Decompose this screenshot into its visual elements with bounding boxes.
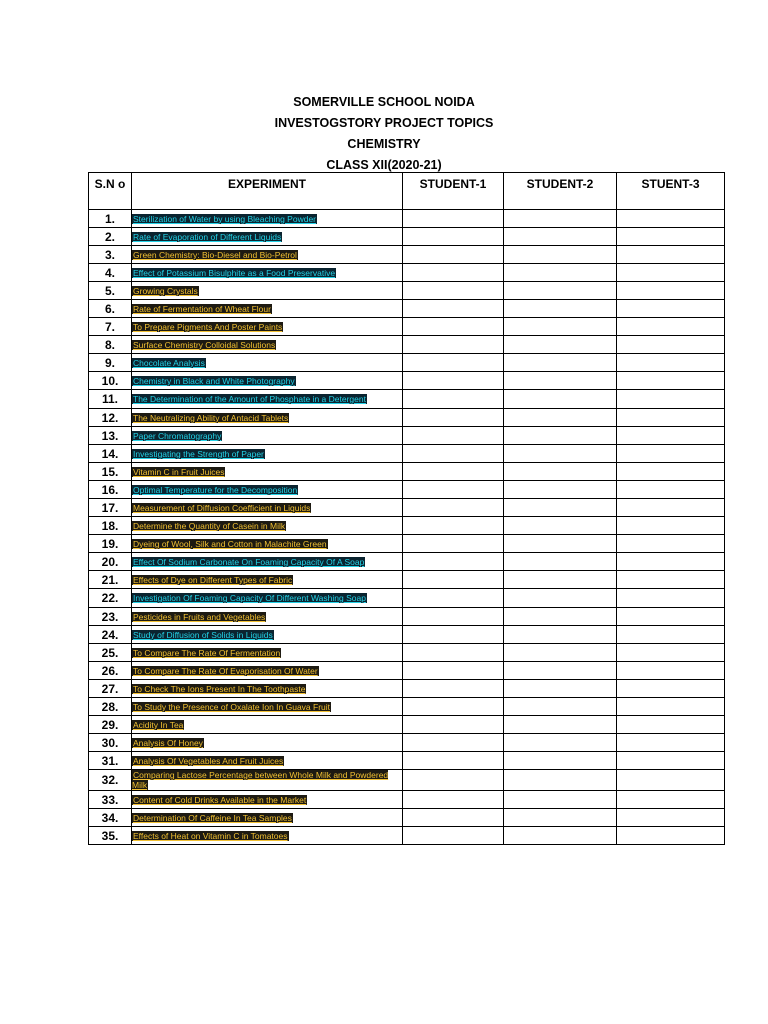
table-row	[89, 734, 725, 752]
experiment-title: Determine the Quantity of Casein in Milk	[133, 520, 286, 531]
row-number: 6.	[89, 300, 132, 318]
table-body	[89, 210, 725, 845]
student-2-cell[interactable]	[504, 228, 617, 246]
experiment-title: Sterilization of Water by using Bleaching Powder	[133, 213, 316, 224]
student-1-cell[interactable]	[403, 445, 504, 463]
school-name: SOMERVILLE SCHOOL NOIDA	[293, 95, 475, 109]
table-row	[89, 752, 725, 770]
title-block	[0, 92, 768, 176]
student-1-cell[interactable]	[403, 463, 504, 481]
table-row	[89, 716, 725, 734]
row-number: 33.	[89, 791, 132, 809]
row-number: 2.	[89, 228, 132, 246]
experiment-cell	[132, 517, 403, 535]
table-row	[89, 390, 725, 409]
row-number: 5.	[89, 282, 132, 300]
experiment-title: Effect of Potassium Bisulphite as a Food Preservative	[133, 267, 336, 278]
col-header-sno: S.N o	[89, 173, 132, 210]
student-1-cell[interactable]	[403, 246, 504, 264]
student-2-cell[interactable]	[504, 354, 617, 372]
experiment-cell	[132, 246, 403, 264]
student-1-cell[interactable]	[403, 626, 504, 644]
row-number: 9.	[89, 354, 132, 372]
experiment-cell	[132, 463, 403, 481]
student-3-cell[interactable]	[617, 734, 725, 752]
student-3-cell[interactable]	[617, 698, 725, 716]
experiment-cell	[132, 553, 403, 571]
student-3-cell[interactable]	[617, 827, 725, 845]
student-3-cell[interactable]	[617, 354, 725, 372]
table-row	[89, 210, 725, 228]
class-title: CLASS XII(2020-21)	[326, 158, 442, 172]
experiment-title: Content of Cold Drinks Available in the Market	[133, 794, 307, 805]
student-2-cell[interactable]	[504, 427, 617, 445]
row-number: 29.	[89, 716, 132, 734]
student-2-cell[interactable]	[504, 246, 617, 264]
experiment-cell	[132, 809, 403, 827]
student-1-cell[interactable]	[403, 791, 504, 809]
row-number: 17.	[89, 499, 132, 517]
experiment-title: Investigation Of Foaming Capacity Of Different Washing Soap	[133, 593, 366, 603]
row-number: 34.	[89, 809, 132, 827]
experiment-title: Rate of Fermentation of Wheat Flour	[133, 303, 271, 314]
student-3-cell[interactable]	[617, 517, 725, 535]
experiment-title: Paper Chromatography	[133, 430, 222, 441]
student-3-cell[interactable]	[617, 752, 725, 770]
student-2-cell[interactable]	[504, 336, 617, 354]
student-3-cell[interactable]	[617, 318, 725, 336]
student-1-cell[interactable]	[403, 662, 504, 680]
student-2-cell[interactable]	[504, 716, 617, 734]
student-1-cell[interactable]	[403, 535, 504, 553]
table-row	[89, 680, 725, 698]
student-3-cell[interactable]	[617, 300, 725, 318]
col-header-student-1: STUDENT-1	[403, 173, 504, 210]
experiment-cell	[132, 354, 403, 372]
experiment-cell	[132, 264, 403, 282]
table-row	[89, 463, 725, 481]
student-2-cell[interactable]	[504, 264, 617, 282]
student-2-cell[interactable]	[504, 827, 617, 845]
student-3-cell[interactable]	[617, 409, 725, 427]
table-row	[89, 589, 725, 608]
student-2-cell[interactable]	[504, 445, 617, 463]
student-1-cell[interactable]	[403, 354, 504, 372]
student-3-cell[interactable]	[617, 791, 725, 809]
student-2-cell[interactable]	[504, 535, 617, 553]
student-3-cell[interactable]	[617, 589, 725, 608]
table-row	[89, 535, 725, 553]
experiment-cell	[132, 282, 403, 300]
row-number: 26.	[89, 662, 132, 680]
student-3-cell[interactable]	[617, 372, 725, 390]
row-number: 20.	[89, 553, 132, 571]
experiment-title: Effect Of Sodium Carbonate On Foaming Capacity Of A Soap	[133, 556, 365, 567]
experiment-title: The Determination of the Amount of Phosphate in a Detergent	[133, 394, 366, 404]
experiment-cell	[132, 608, 403, 626]
student-3-cell[interactable]	[617, 336, 725, 354]
student-2-cell[interactable]	[504, 770, 617, 791]
student-2-cell[interactable]	[504, 571, 617, 589]
student-3-cell[interactable]	[617, 626, 725, 644]
row-number: 35.	[89, 827, 132, 845]
experiment-cell	[132, 589, 403, 608]
experiment-cell	[132, 752, 403, 770]
experiment-cell	[132, 409, 403, 427]
table-row	[89, 336, 725, 354]
experiment-title: Study of Diffusion of Solids in Liquids	[133, 629, 273, 640]
table-row	[89, 445, 725, 463]
student-2-cell[interactable]	[504, 210, 617, 228]
student-1-cell[interactable]	[403, 372, 504, 390]
experiment-cell	[132, 770, 403, 791]
table-row	[89, 409, 725, 427]
student-2-cell[interactable]	[504, 698, 617, 716]
student-2-cell[interactable]	[504, 499, 617, 517]
student-3-cell[interactable]	[617, 463, 725, 481]
student-1-cell[interactable]	[403, 553, 504, 571]
student-2-cell[interactable]	[504, 626, 617, 644]
table-row	[89, 644, 725, 662]
experiment-title: Effects of Heat on Vitamin C in Tomatoes	[133, 830, 288, 841]
student-2-cell[interactable]	[504, 608, 617, 626]
table-row	[89, 499, 725, 517]
experiment-cell	[132, 481, 403, 499]
student-3-cell[interactable]	[617, 282, 725, 300]
row-number: 4.	[89, 264, 132, 282]
student-1-cell[interactable]	[403, 608, 504, 626]
student-1-cell[interactable]	[403, 680, 504, 698]
student-2-cell[interactable]	[504, 282, 617, 300]
experiment-cell	[132, 228, 403, 246]
row-number: 15.	[89, 463, 132, 481]
experiment-title: To Check The Ions Present In The Toothpaste	[133, 683, 306, 694]
table-row	[89, 318, 725, 336]
student-3-cell[interactable]	[617, 809, 725, 827]
table-row	[89, 481, 725, 499]
student-1-cell[interactable]	[403, 734, 504, 752]
table-header-row	[89, 173, 725, 210]
row-number: 28.	[89, 698, 132, 716]
table-row	[89, 354, 725, 372]
experiment-cell	[132, 427, 403, 445]
student-2-cell[interactable]	[504, 734, 617, 752]
row-number: 8.	[89, 336, 132, 354]
table-row	[89, 300, 725, 318]
row-number: 27.	[89, 680, 132, 698]
table-row	[89, 427, 725, 445]
student-1-cell[interactable]	[403, 282, 504, 300]
experiment-cell	[132, 716, 403, 734]
student-3-cell[interactable]	[617, 680, 725, 698]
table-row	[89, 809, 725, 827]
experiment-cell	[132, 390, 403, 409]
student-1-cell[interactable]	[403, 300, 504, 318]
student-2-cell[interactable]	[504, 589, 617, 608]
experiment-title: Optimal Temperature for the Decomposition	[133, 484, 298, 495]
student-1-cell[interactable]	[403, 571, 504, 589]
table-row	[89, 626, 725, 644]
col-header-student-3: STUENT-3	[617, 173, 725, 210]
student-1-cell[interactable]	[403, 427, 504, 445]
experiment-title: Investigating the Strength of Paper	[133, 448, 264, 459]
student-1-cell[interactable]	[403, 589, 504, 608]
table-row	[89, 372, 725, 390]
experiment-title: Green Chemistry: Bio-Diesel and Bio-Petrol	[133, 249, 297, 260]
student-1-cell[interactable]	[403, 336, 504, 354]
student-2-cell[interactable]	[504, 662, 617, 680]
student-3-cell[interactable]	[617, 716, 725, 734]
student-2-cell[interactable]	[504, 752, 617, 770]
row-number: 21.	[89, 571, 132, 589]
student-2-cell[interactable]	[504, 517, 617, 535]
student-3-cell[interactable]	[617, 535, 725, 553]
experiment-cell	[132, 791, 403, 809]
col-header-student-2: STUDENT-2	[504, 173, 617, 210]
row-number: 23.	[89, 608, 132, 626]
experiment-title: Comparing Lactose Percentage between Whole Milk and Powdered Milk	[132, 770, 389, 790]
subject-title: CHEMISTRY	[347, 137, 421, 151]
student-3-cell[interactable]	[617, 608, 725, 626]
student-3-cell[interactable]	[617, 553, 725, 571]
row-number: 24.	[89, 626, 132, 644]
student-1-cell[interactable]	[403, 644, 504, 662]
student-3-cell[interactable]	[617, 246, 725, 264]
student-1-cell[interactable]	[403, 390, 504, 409]
student-1-cell[interactable]	[403, 770, 504, 791]
student-2-cell[interactable]	[504, 680, 617, 698]
experiment-cell	[132, 698, 403, 716]
student-1-cell[interactable]	[403, 716, 504, 734]
table-row	[89, 791, 725, 809]
experiment-cell	[132, 662, 403, 680]
experiment-cell	[132, 300, 403, 318]
student-3-cell[interactable]	[617, 499, 725, 517]
experiment-title: Determination Of Caffeine In Tea Samples	[133, 812, 292, 823]
row-number: 16.	[89, 481, 132, 499]
row-number: 13.	[89, 427, 132, 445]
document-subtitle: INVESTOGSTORY PROJECT TOPICS	[274, 116, 494, 130]
table-row	[89, 246, 725, 264]
experiment-cell	[132, 571, 403, 589]
experiment-title: To Study the Presence of Oxalate Ion In Guava Fruit	[133, 701, 331, 712]
student-3-cell[interactable]	[617, 390, 725, 409]
experiment-cell	[132, 318, 403, 336]
experiment-title: Chocolate Analysis	[133, 357, 205, 368]
table-row	[89, 517, 725, 535]
student-2-cell[interactable]	[504, 409, 617, 427]
experiment-title: Measurement of Diffusion Coefficient in Liquids	[133, 502, 311, 513]
row-number: 7.	[89, 318, 132, 336]
experiment-cell	[132, 445, 403, 463]
table-row	[89, 228, 725, 246]
experiment-title: Pesticides in Fruits and Vegetables	[133, 611, 266, 622]
student-2-cell[interactable]	[504, 463, 617, 481]
student-3-cell[interactable]	[617, 644, 725, 662]
row-number: 30.	[89, 734, 132, 752]
row-number: 32.	[89, 770, 132, 791]
experiment-title: Analysis Of Honey	[133, 737, 203, 748]
student-1-cell[interactable]	[403, 409, 504, 427]
student-2-cell[interactable]	[504, 390, 617, 409]
table-row	[89, 571, 725, 589]
row-number: 25.	[89, 644, 132, 662]
student-2-cell[interactable]	[504, 318, 617, 336]
student-2-cell[interactable]	[504, 809, 617, 827]
experiment-title: To Compare The Rate Of Evaporisation Of Water	[133, 665, 318, 676]
student-3-cell[interactable]	[617, 481, 725, 499]
row-number: 22.	[89, 589, 132, 608]
student-2-cell[interactable]	[504, 481, 617, 499]
experiment-title: Dyeing of Wool, Silk and Cotton in Malachite Green	[133, 538, 327, 549]
student-1-cell[interactable]	[403, 809, 504, 827]
student-1-cell[interactable]	[403, 499, 504, 517]
row-number: 1.	[89, 210, 132, 228]
student-3-cell[interactable]	[617, 662, 725, 680]
row-number: 14.	[89, 445, 132, 463]
experiment-title: Growing Crystals	[133, 285, 198, 296]
experiment-cell	[132, 680, 403, 698]
student-3-cell[interactable]	[617, 264, 725, 282]
table-row	[89, 662, 725, 680]
student-3-cell[interactable]	[617, 427, 725, 445]
student-2-cell[interactable]	[504, 372, 617, 390]
student-1-cell[interactable]	[403, 210, 504, 228]
col-header-experiment: EXPERIMENT	[132, 173, 403, 210]
experiment-title: To Prepare Pigments And Poster Paints	[133, 321, 283, 332]
student-3-cell[interactable]	[617, 210, 725, 228]
experiment-cell	[132, 734, 403, 752]
student-1-cell[interactable]	[403, 318, 504, 336]
student-1-cell[interactable]	[403, 827, 504, 845]
student-1-cell[interactable]	[403, 752, 504, 770]
student-2-cell[interactable]	[504, 300, 617, 318]
table-row	[89, 264, 725, 282]
row-number: 18.	[89, 517, 132, 535]
table-row	[89, 827, 725, 845]
row-number: 19.	[89, 535, 132, 553]
experiment-cell	[132, 210, 403, 228]
experiment-title: Analysis Of Vegetables And Fruit Juices	[133, 755, 284, 766]
student-1-cell[interactable]	[403, 228, 504, 246]
student-3-cell[interactable]	[617, 770, 725, 791]
table-row	[89, 282, 725, 300]
experiment-cell	[132, 626, 403, 644]
student-1-cell[interactable]	[403, 481, 504, 499]
experiment-title: Rate of Evaporation of Different Liquids	[133, 231, 282, 242]
student-1-cell[interactable]	[403, 264, 504, 282]
row-number: 11.	[89, 390, 132, 409]
experiment-title: Effects of Dye on Different Types of Fabric	[133, 574, 293, 585]
student-1-cell[interactable]	[403, 517, 504, 535]
experiment-cell	[132, 644, 403, 662]
experiment-cell	[132, 372, 403, 390]
row-number: 3.	[89, 246, 132, 264]
experiment-title: Surface Chemistry Colloidal Solutions	[133, 339, 276, 350]
table-row	[89, 553, 725, 571]
student-3-cell[interactable]	[617, 228, 725, 246]
experiment-title: To Compare The Rate Of Fermentation	[133, 647, 281, 658]
student-3-cell[interactable]	[617, 571, 725, 589]
row-number: 31.	[89, 752, 132, 770]
experiment-cell	[132, 827, 403, 845]
table-row	[89, 698, 725, 716]
row-number: 12.	[89, 409, 132, 427]
student-1-cell[interactable]	[403, 698, 504, 716]
project-topics-table	[88, 172, 725, 845]
experiment-title: Chemistry in Black and White Photography	[133, 375, 295, 386]
table-row	[89, 608, 725, 626]
experiment-title: Vitamin C in Fruit Juices	[133, 466, 225, 477]
table-row	[89, 770, 725, 791]
experiment-title: Acidity In Tea	[133, 719, 184, 730]
experiment-cell	[132, 499, 403, 517]
student-3-cell[interactable]	[617, 445, 725, 463]
student-2-cell[interactable]	[504, 791, 617, 809]
row-number: 10.	[89, 372, 132, 390]
student-2-cell[interactable]	[504, 553, 617, 571]
experiment-title: The Neutralizing Ability of Antacid Tablets	[133, 412, 289, 423]
student-2-cell[interactable]	[504, 644, 617, 662]
experiment-cell	[132, 336, 403, 354]
experiment-cell	[132, 535, 403, 553]
